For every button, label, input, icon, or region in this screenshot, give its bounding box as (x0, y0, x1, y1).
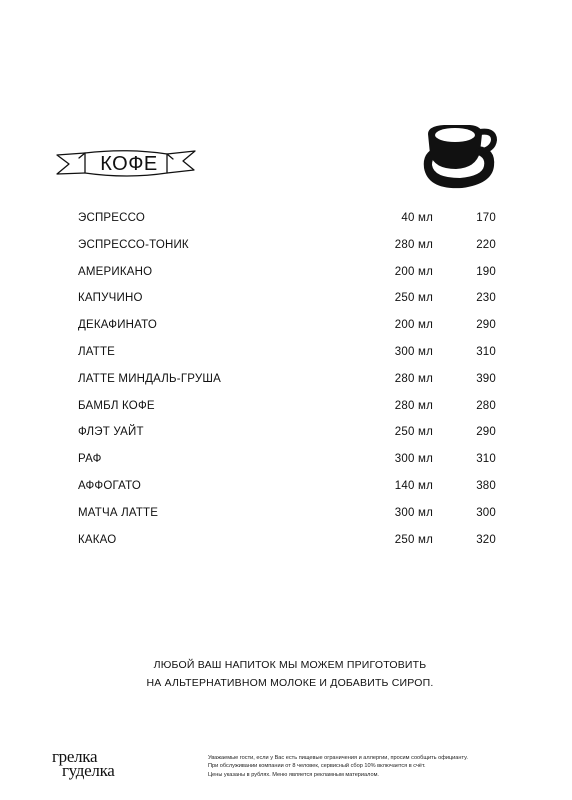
menu-item-price: 290 (476, 426, 496, 439)
menu-item-name: ЭСПРЕССО (78, 212, 146, 224)
menu-item-price: 310 (476, 345, 496, 358)
menu-item (78, 239, 496, 266)
menu-item (78, 346, 496, 373)
menu-item-name: МАТЧА ЛАТТЕ (78, 506, 159, 519)
menu-item-price: 290 (476, 319, 496, 332)
menu-item (78, 480, 496, 507)
menu-item (78, 319, 496, 346)
fine-print-line: Цены указаны в рублях. Меню является рекламным материалом. (208, 771, 379, 778)
fine-print (208, 754, 548, 779)
menu-item-price: 380 (476, 479, 496, 492)
menu-item-volume: 250 мл (394, 426, 433, 439)
note-line-1: ЛЮБОЙ ВАШ НАПИТОК МЫ МОЖЕМ ПРИГОТОВИТЬ (153, 659, 427, 671)
menu-item-volume: 300 мл (394, 345, 433, 358)
menu-list (78, 212, 496, 560)
menu-item-volume: 200 мл (394, 265, 433, 278)
menu-item (78, 373, 496, 400)
menu-item-price: 390 (476, 372, 496, 385)
menu-item-price: 280 (476, 399, 496, 412)
menu-item-name: БАМБЛ КОФЕ (78, 399, 155, 412)
menu-item (78, 534, 496, 561)
logo-line-1: грелка (52, 747, 98, 766)
menu-item-volume: 280 мл (394, 399, 433, 412)
menu-item-name: КАПУЧИНО (78, 292, 143, 305)
menu-item (78, 212, 496, 239)
menu-item-price: 320 (476, 533, 496, 546)
menu-item (78, 400, 496, 427)
menu-item-price: 300 (476, 506, 496, 519)
menu-item (78, 426, 496, 453)
menu-item-name: ФЛЭТ УАЙТ (78, 426, 144, 439)
menu-item-price: 230 (476, 292, 496, 305)
menu-item-volume: 40 мл (401, 212, 433, 224)
section-title: КОФЕ (100, 153, 158, 175)
menu-item-name: ЭСПРЕССО-ТОНИК (78, 238, 189, 251)
logo-line-2: гуделка (62, 761, 115, 780)
menu-item-name: АФФОГАТО (78, 479, 142, 492)
fine-print-line: Уважаемые гости, если у Вас есть пищевые ограничения и аллергии, просим сообщить официанту. (208, 755, 468, 761)
menu-item-volume: 250 мл (394, 533, 433, 546)
menu-item-name: ЛАТТЕ (78, 345, 116, 358)
menu-item-price: 220 (476, 238, 496, 251)
note-line-2: НА АЛЬТЕРНАТИВНОМ МОЛОКЕ И ДОБАВИТЬ СИРОП. (146, 677, 434, 689)
menu-item-name: РАФ (78, 453, 102, 466)
menu-item-volume: 300 мл (394, 453, 433, 466)
menu-item-price: 190 (476, 265, 496, 278)
menu-item-volume: 200 мл (394, 319, 433, 332)
fine-print-line: При обслуживании компании от 8 человек, сервисный сбор 10% включается в счёт. (208, 763, 426, 770)
menu-item-volume: 250 мл (394, 292, 433, 305)
menu-item-volume: 300 мл (394, 506, 433, 519)
menu-item-volume: 140 мл (394, 479, 433, 492)
menu-item-name: ЛАТТЕ МИНДАЛЬ-ГРУША (78, 372, 221, 385)
menu-item (78, 266, 496, 293)
menu-item-volume: 280 мл (394, 372, 433, 385)
menu-item-price: 310 (476, 453, 496, 466)
section-banner (55, 146, 197, 182)
menu-item (78, 453, 496, 480)
menu-item (78, 507, 496, 534)
menu-item (78, 292, 496, 319)
menu-note (100, 656, 480, 692)
menu-item-volume: 280 мл (394, 238, 433, 251)
menu-item-name: КАКАО (78, 533, 117, 546)
menu-item-name: ДЕКАФИНАТО (78, 319, 157, 332)
brand-logo (52, 748, 144, 782)
menu-item-name: АМЕРИКАНО (78, 265, 153, 278)
coffee-cup-icon (418, 118, 498, 198)
menu-item-price: 170 (476, 212, 496, 224)
